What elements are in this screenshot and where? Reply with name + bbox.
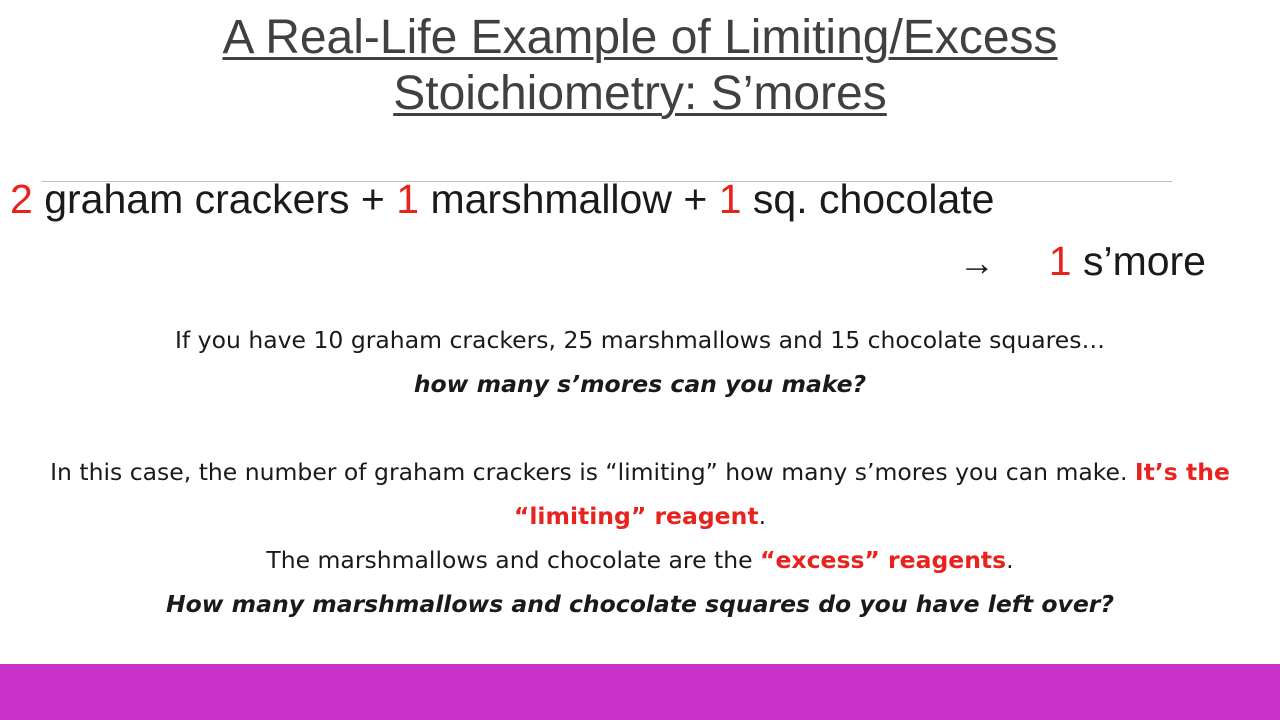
spacer: [20, 406, 1260, 450]
reaction-product: [959, 236, 1206, 288]
coefficient-chocolate: 1: [718, 176, 742, 222]
limiting-end: .: [758, 502, 767, 530]
product-smore: s’more: [1071, 238, 1206, 284]
slide-title: [0, 10, 1280, 122]
excess-end: .: [1006, 546, 1014, 574]
slide-title-line-2: Stoichiometry: S’mores: [393, 67, 887, 120]
reactant-marshmallow: marshmallow +: [419, 176, 719, 222]
coefficient-marshmallow: 1: [396, 176, 420, 222]
excess-text: The marshmallows and chocolate are the: [266, 546, 761, 574]
limiting-text: In this case, the number of graham crackers is “limiting” how many s’mores you can make.: [50, 458, 1135, 486]
reactant-chocolate: sq. chocolate: [741, 176, 995, 222]
excess-highlight: “excess” reagents: [760, 546, 1007, 574]
reactant-graham: graham crackers +: [32, 176, 397, 222]
slide-title-line-1: A Real-Life Example of Limiting/Excess: [222, 11, 1058, 64]
reaction-equation: [10, 174, 995, 224]
arrow-right-icon: →: [958, 242, 995, 283]
final-question: How many marshmallows and chocolate squares do you have left over?: [165, 590, 1115, 618]
excess-paragraph: [20, 538, 1260, 582]
limiting-highlight: It’s the “limiting” reagent: [513, 458, 1230, 530]
limiting-paragraph: [20, 450, 1260, 538]
problem-statement: If you have 10 graham crackers, 25 marshmallows and 15 chocolate squares…: [175, 326, 1105, 354]
coefficient-graham: 2: [10, 176, 33, 222]
footer-bar: [0, 664, 1280, 720]
explanation-block: [20, 318, 1260, 626]
coefficient-smore: 1: [1048, 238, 1072, 284]
problem-question: how many s’mores can you make?: [413, 370, 867, 398]
